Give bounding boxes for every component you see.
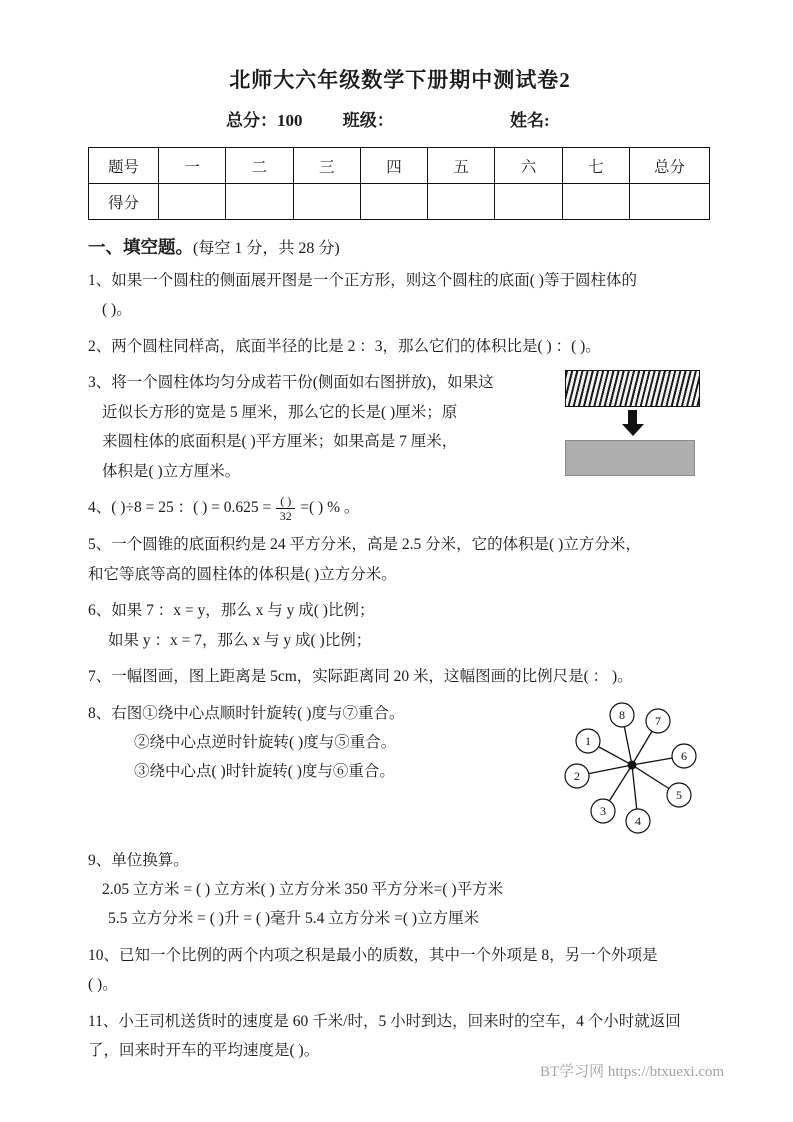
section-1-title: 一、填空题。 — [88, 237, 193, 257]
question-text: 9、单位换算。 — [88, 851, 189, 869]
question-text-before-fraction: 4、( )÷8 = 25 ：( ) = 0.625 = — [88, 499, 272, 517]
score-cell-empty — [360, 184, 427, 220]
question-text: 1、如果一个圆柱的侧面展开图是一个正方形，则这个圆柱的底面( )等于圆柱体的 — [88, 272, 637, 289]
score-table — [88, 147, 710, 220]
coiled-side-strip-image — [565, 370, 700, 407]
wheel-number: 4 — [635, 813, 641, 828]
question-text: ③绕中心点( )时针旋转( )度与⑥重合。 — [134, 763, 395, 781]
question-text: 11、小王司机送货时的速度是 60 千米/时，5 小时到达，回来时的空车，4 个小时就返回 — [88, 1012, 681, 1030]
score-cell-empty — [630, 184, 710, 220]
question-text: 8、右图①绕中心点顺时针旋转( )度与⑦重合。 — [88, 704, 405, 722]
section-1-note: (每空 1 分，共 28 分) — [193, 240, 340, 257]
section-1-heading — [88, 234, 712, 259]
question-9 — [88, 846, 712, 934]
question-text: 和它等底等高的圆柱体的体积是( )立方分米。 — [88, 565, 397, 583]
wheel-number: 7 — [655, 713, 661, 728]
score-header-cell: 三 — [293, 148, 360, 184]
question-text: 2、两个圆柱同样高，底面半径的比是 2 ：3，那么它们的体积比是( ) ：( )。 — [88, 337, 601, 355]
total-score-label: 总分：100 — [226, 111, 303, 130]
paper-meta — [88, 106, 712, 131]
down-arrow-icon — [565, 410, 700, 436]
question-text: 近似长方形的宽是 5 厘米，那么它的长是( )厘米；原 — [102, 403, 458, 421]
class-label: 班级： — [342, 111, 394, 130]
question-text: ( )。 — [88, 976, 118, 994]
site-watermark: BT学习网 https://btxuexi.com — [540, 1064, 725, 1080]
question-text — [88, 493, 712, 523]
question-text: ( )。 — [102, 301, 132, 319]
score-header-cell: 五 — [428, 148, 495, 184]
question-2 — [88, 332, 712, 361]
wheel-center-dot — [628, 760, 637, 769]
score-cell-empty — [562, 184, 629, 220]
arrow-head — [622, 424, 644, 436]
question-text: 2.05 立方米 = ( ) 立方米( ) 立方分米 350 平方分米=( )平方米 — [102, 881, 504, 899]
question-3-text — [88, 368, 558, 486]
question-text-after-fraction: =( ) % 。 — [300, 499, 360, 517]
question-8-text — [88, 699, 548, 787]
question-text: 体积是( )立方厘米。 — [102, 462, 241, 480]
score-cell-empty — [495, 184, 562, 220]
score-cell-empty — [293, 184, 360, 220]
question-text: 10、已知一个比例的两个内项之积是最小的质数，其中一个外项是 8，另一个外项是 — [88, 946, 658, 964]
name-label: 姓名: — [510, 111, 550, 130]
score-header-cell: 题号 — [89, 148, 159, 184]
wheel-number: 1 — [585, 733, 591, 748]
page-title: 北师大六年级数学下册期中测试卷2 — [229, 68, 571, 92]
score-header-cell: 六 — [495, 148, 562, 184]
score-table-score-row — [89, 184, 710, 220]
question-11 — [88, 1007, 712, 1066]
score-header-cell: 一 — [159, 148, 226, 184]
question-text: ②绕中心点逆时针旋转( )度与⑤重合。 — [134, 734, 397, 752]
wheel-number: 2 — [574, 768, 580, 783]
score-cell-empty — [159, 184, 226, 220]
score-header-cell: 总分 — [630, 148, 710, 184]
fraction — [276, 494, 295, 524]
question-1 — [88, 266, 712, 325]
rectangle-result-image — [565, 440, 695, 476]
question-text: 了，回来时开车的平均速度是( )。 — [88, 1042, 320, 1060]
score-cell-empty — [428, 184, 495, 220]
question-text: 7、一幅图画，图上距离是 5cm，实际距离同 20 米，这幅图画的比例尺是( ： )。 — [88, 668, 633, 686]
wheel-number: 5 — [676, 787, 682, 802]
question-text: 3、将一个圆柱体均匀分成若干份(侧面如右图拼放)，如果这 — [88, 374, 494, 392]
wheel-number: 3 — [600, 803, 606, 818]
rotation-wheel-figure — [560, 693, 710, 838]
fraction-numerator: ( ) — [276, 494, 295, 509]
score-header-cell: 二 — [226, 148, 293, 184]
question-8 — [88, 699, 712, 839]
score-header-cell: 七 — [562, 148, 629, 184]
cylinder-unroll-figure — [565, 370, 700, 476]
question-text: 6、如果 7 ：x = y，那么 x 与 y 成( )比例； — [88, 602, 375, 620]
wheel-number: 8 — [619, 707, 625, 722]
score-cell-empty — [226, 184, 293, 220]
question-text: 来圆柱体的底面积是( )平方厘米；如果高是 7 厘米， — [102, 433, 458, 451]
question-text: 如果 y ：x = 7，那么 x 与 y 成( )比例； — [108, 631, 372, 649]
wheel-number: 6 — [681, 748, 687, 763]
question-text: 5、一个圆锥的底面积约是 24 平方分米，高是 2.5 分米，它的体积是( )立方分米， — [88, 536, 641, 554]
question-7 — [88, 662, 712, 691]
question-6 — [88, 596, 712, 655]
fraction-denominator: 32 — [279, 509, 292, 523]
paper-content — [88, 0, 712, 1066]
question-4 — [88, 493, 712, 523]
question-10 — [88, 941, 712, 1000]
score-row-label: 得分 — [89, 184, 159, 220]
question-5 — [88, 530, 712, 589]
score-table-header-row — [89, 148, 710, 184]
question-3 — [88, 368, 712, 486]
score-header-cell: 四 — [360, 148, 427, 184]
question-text: 5.5 立方分米 = ( )升 = ( )毫升 5.4 立方分米 =( )立方厘米 — [108, 910, 480, 928]
arrow-stem — [628, 410, 637, 424]
